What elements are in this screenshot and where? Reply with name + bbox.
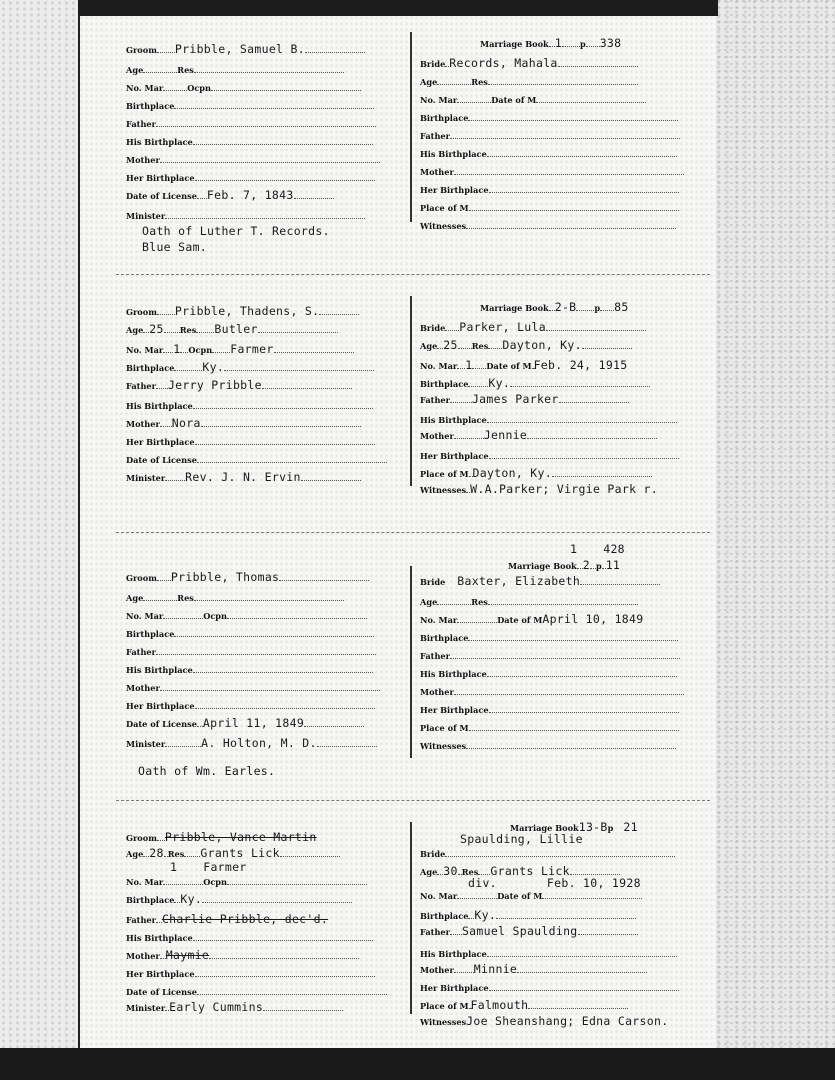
marriage-book-page: 338 [599,36,622,50]
bride-label: Bride [420,323,446,333]
groom-mother: Maymie [165,948,210,962]
place-of-m-label: Place of M [420,1001,469,1011]
groom-no-mar: 1 [170,860,178,874]
age-label: Age [126,849,144,859]
date-of-m-label: Date of M [497,615,543,625]
top-scan-edge [78,0,718,16]
groom-name: Pribble, Vance Martin [164,830,317,844]
her-birthplace-label: Her Birthplace [420,451,489,461]
birthplace-label: Birthplace [420,911,469,921]
groom-age: 28 [149,846,164,860]
bride-mother: Minnie [473,962,518,976]
record-card-3 [116,542,710,786]
her-birthplace-label: Her Birthplace [420,185,489,195]
witnesses-label: Witnesses [420,1017,467,1027]
bride-name: Records, Mahala [449,56,558,70]
record-card-2 [116,282,710,502]
marriage-book-number: 1 [554,36,562,50]
res-label: Res [179,325,197,335]
groom-no-mar: 1 [173,342,181,356]
bride-birthplace: Ky. [474,908,497,922]
place-of-m-label: Place of M [420,723,469,733]
marriage-book-number: 13-B [578,820,608,834]
bottom-scan-edge [0,1048,835,1080]
her-birthplace-label: Her Birthplace [126,701,195,711]
his-birthplace-label: His Birthplace [420,149,487,159]
groom-label: Groom [126,45,157,55]
minister-label: Minister [126,739,166,749]
place-of-m-label: Place of M [420,203,469,213]
groom-birthplace: Ky. [202,360,225,374]
groom-name: Pribble, Thadens, S. [174,304,320,318]
age-label: Age [126,325,144,335]
her-birthplace-label: Her Birthplace [126,969,195,979]
bride-no-mar: div. [468,876,497,890]
groom-minister: Early Cummins [169,1000,264,1014]
res-label: Res [471,597,488,607]
res-label: Res [471,77,488,87]
birthplace-label: Birthplace [420,379,469,389]
groom-name: Pribble, Samuel B. [174,42,305,56]
his-birthplace-label: His Birthplace [126,401,193,411]
record-divider [410,32,412,222]
bride-father: James Parker [471,392,559,406]
marriage-book-label: Marriage Book [480,39,549,49]
mother-label: Mother [126,951,160,961]
marriage-book-label: Marriage Book [510,823,579,833]
bride-name: Baxter, Elizabeth [457,574,581,588]
groom-father: Charlie Pribble, dec'd. [161,912,329,926]
his-birthplace-label: His Birthplace [420,415,487,425]
mother-label: Mother [126,155,160,165]
marriage-book-page-alt: 428 [603,542,625,556]
res-label: Res [177,65,194,75]
res-label: Res [177,593,194,603]
father-label: Father [420,395,450,405]
date-of-m-label: Date of M [497,891,543,901]
no-mar-label: No. Mar [126,83,164,93]
age-label: Age [126,65,144,75]
right-scan-margin [712,0,835,1080]
no-mar-label: No. Mar [126,611,164,621]
marriage-book-number-alt: 1 [570,542,578,556]
groom-label: Groom [126,833,157,843]
bride-label: Bride [420,577,446,587]
birthplace-label: Birthplace [126,363,175,373]
marriage-book-number: 2 [582,558,590,572]
groom-res: Butler [214,322,258,336]
record-card-1 [116,32,710,252]
her-birthplace-label: Her Birthplace [126,173,195,183]
age-label: Age [126,593,144,603]
groom-age: 25 [149,322,164,336]
age-label: Age [420,867,438,877]
no-mar-label: No. Mar [420,95,458,105]
record-note: Oath of Luther T. Records. [142,224,330,238]
groom-name: Pribble, Thomas [170,570,280,584]
no-mar-label: No. Mar [420,615,458,625]
page-label: p [595,561,602,571]
page-label: p [594,303,601,313]
date-of-m-label: Date of M [486,361,532,371]
his-birthplace-label: His Birthplace [126,933,193,943]
birthplace-label: Birthplace [126,895,175,905]
bride-place-of-m: Falmouth [470,998,529,1012]
groom-birthplace: Ky. [180,892,203,906]
ocpn-label: Ocpn [203,877,227,887]
witnesses-label: Witnesses [420,221,467,231]
her-birthplace-label: Her Birthplace [126,437,195,447]
bride-res: Grants Lick [490,864,570,878]
groom-res: Grants Lick [200,846,280,860]
birthplace-label: Birthplace [420,633,469,643]
groom-ocpn: Farmer [230,342,274,356]
page-label: p [607,823,614,833]
marriage-book-page: 11 [605,558,621,572]
marriage-book-number: 2-B [554,300,577,314]
bride-label: Bride [420,849,446,859]
marriage-book-label: Marriage Book [508,561,577,571]
record-divider [410,822,412,1014]
birthplace-label: Birthplace [420,113,469,123]
his-birthplace-label: His Birthplace [420,669,487,679]
mother-label: Mother [126,419,160,429]
father-label: Father [126,647,156,657]
bride-date-of-m: Feb. 24, 1915 [533,358,628,372]
date-of-m-label: Date of M [491,95,537,105]
record-separator [116,800,710,801]
no-mar-label: No. Mar [126,345,164,355]
her-birthplace-label: Her Birthplace [420,705,489,715]
groom-label: Groom [126,573,157,583]
record-note: Blue Sam. [142,240,208,254]
groom-minister: Rev. J. N. Ervin [185,470,301,484]
bride-res: Dayton, Ky. [502,338,582,352]
marriage-book-label: Marriage Book [480,303,549,313]
bride-date-of-m: Feb. 10, 1928 [546,876,641,890]
his-birthplace-label: His Birthplace [126,137,193,147]
groom-ocpn: Farmer [203,860,247,874]
ocpn-label: Ocpn [203,611,227,621]
mother-label: Mother [420,431,454,441]
mother-label: Mother [126,683,160,693]
page-label: p [579,39,586,49]
bride-no-mar: 1 [465,358,473,372]
bride-mother: Jennie [483,428,528,442]
record-note: Oath of Wm. Earles. [138,764,276,778]
date-of-license-label: Date of License [126,455,197,465]
res-label: Res [471,341,489,351]
record-divider [410,296,412,486]
mother-label: Mother [420,965,454,975]
age-label: Age [420,77,438,87]
father-label: Father [420,651,450,661]
father-label: Father [126,381,156,391]
father-label: Father [126,915,156,925]
bride-age: 25 [443,338,458,352]
record-separator [116,274,710,275]
groom-minister: A. Holton, M. D. [201,736,317,750]
age-label: Age [420,597,438,607]
age-label: Age [420,341,438,351]
marriage-book-page: 85 [614,300,629,314]
groom-father: Jerry Pribble [167,378,262,392]
mother-label: Mother [420,687,454,697]
ocpn-label: Ocpn [188,345,213,355]
bride-name: Parker, Lula [459,320,546,334]
no-mar-label: No. Mar [420,891,458,901]
record-divider [410,566,412,758]
mother-label: Mother [420,167,454,177]
groom-mother: Nora [171,416,201,430]
no-mar-label: No. Mar [420,361,458,371]
father-label: Father [420,927,450,937]
bride-witnesses: W.A.Parker; Virgie Park r. [470,482,658,496]
father-label: Father [420,131,450,141]
groom-label: Groom [126,307,157,317]
date-of-license-label: Date of License [126,191,197,201]
date-of-license-label: Date of License [126,719,197,729]
left-scan-margin [0,0,78,1080]
no-mar-label: No. Mar [126,877,164,887]
witnesses-label: Witnesses [420,485,467,495]
minister-label: Minister [126,1003,166,1013]
bride-name: Spaulding, Lillie [460,832,583,846]
bride-date-of-m: April 10, 1849 [542,612,644,626]
father-label: Father [126,119,156,129]
record-card-4 [116,812,710,1032]
bride-birthplace: Ky. [488,376,511,390]
bride-label: Bride [420,59,446,69]
res-label: Res [461,867,479,877]
place-of-m-label: Place of M [420,469,469,479]
birthplace-label: Birthplace [126,101,175,111]
date-of-license-label: Date of License [126,987,197,997]
bride-place-of-m: Dayton, Ky. [472,466,552,480]
birthplace-label: Birthplace [126,629,175,639]
record-page [78,16,716,1050]
date-of-license: April 11, 1849 [202,716,305,730]
bride-age: 30 [443,864,458,878]
marriage-book-page: 21 [623,820,638,834]
ocpn-label: Ocpn [187,83,211,93]
minister-label: Minister [126,473,166,483]
date-of-license: Feb. 7, 1843 [206,188,294,202]
res-label: Res [167,849,185,859]
her-birthplace-label: Her Birthplace [420,983,489,993]
his-birthplace-label: His Birthplace [126,665,193,675]
bride-father: Samuel Spaulding [461,924,578,938]
bride-witnesses: Joe Sheanshang; Edna Carson. [466,1014,669,1028]
minister-label: Minister [126,211,166,221]
record-separator [116,532,710,533]
his-birthplace-label: His Birthplace [420,949,487,959]
witnesses-label: Witnesses [420,741,467,751]
